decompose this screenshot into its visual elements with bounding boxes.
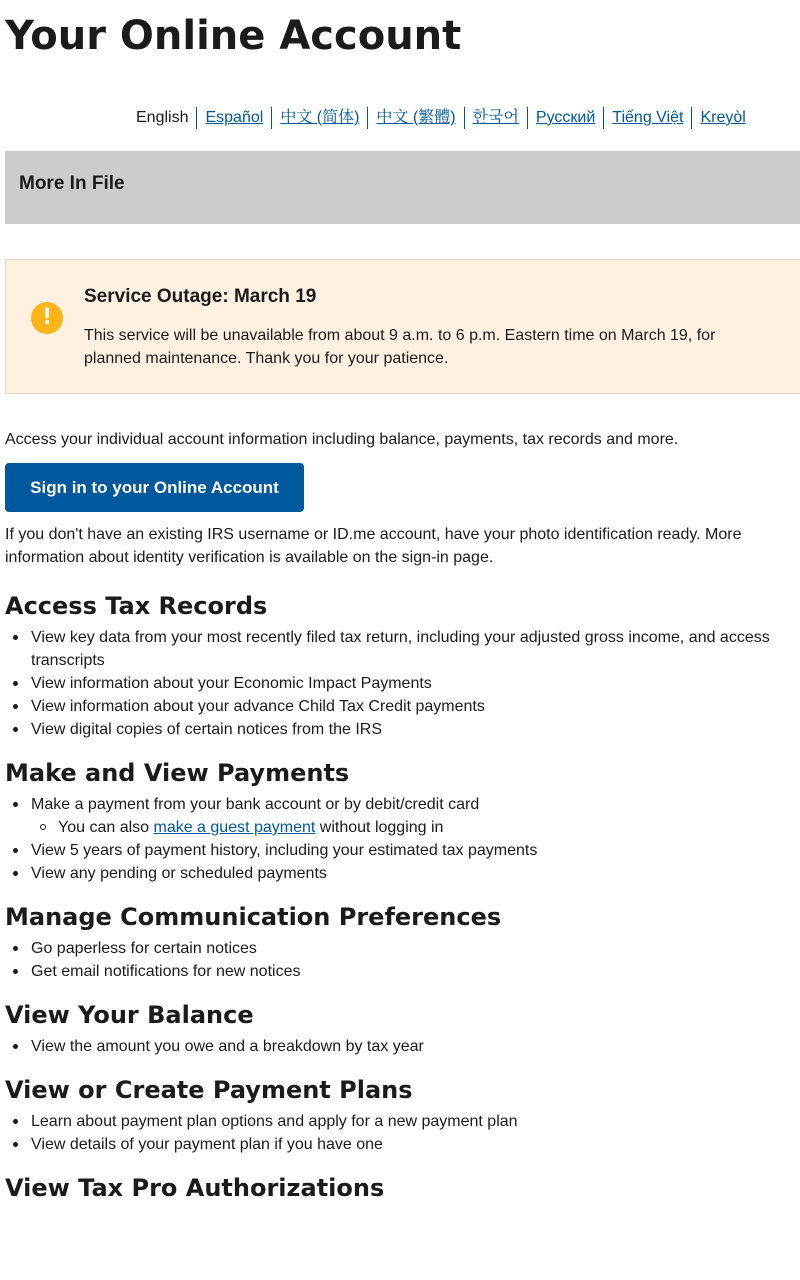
service-outage-alert bbox=[5, 259, 800, 394]
lang-chinese-simplified-link[interactable]: 中文 (简体) bbox=[280, 109, 360, 126]
sub-item-text-before: You can also bbox=[58, 819, 154, 836]
section-title: Make and View Payments bbox=[5, 759, 350, 787]
section-title: Manage Communication Preferences bbox=[5, 903, 502, 931]
section-title: View or Create Payment Plans bbox=[5, 1076, 413, 1104]
sub-list-item bbox=[58, 816, 800, 839]
feature-list bbox=[5, 1035, 800, 1058]
list-item: View information about your advance Child Tax Credit payments bbox=[31, 695, 800, 718]
feature-list bbox=[5, 626, 800, 741]
sub-item-text-after: without logging in bbox=[315, 819, 444, 836]
id-verification-note: If you don't have an existing IRS username or ID.me account, have your photo identification ready. More information about identity verification is available on the sign-in page. bbox=[5, 526, 742, 566]
sign-in-button[interactable]: Sign in to your Online Account bbox=[5, 463, 304, 512]
alert-text: This service will be unavailable from about 9 a.m. to 6 p.m. Eastern time on March 19, for planned maintenance. Thank you for your patience. bbox=[84, 327, 716, 367]
feature-sections bbox=[5, 588, 800, 1206]
language-selector bbox=[136, 106, 754, 130]
feature-list bbox=[5, 793, 800, 885]
page-title: Your Online Account bbox=[5, 13, 462, 59]
section-access-tax-records bbox=[5, 588, 800, 741]
list-item: View details of your payment plan if you have one bbox=[31, 1133, 800, 1156]
sub-list bbox=[31, 816, 800, 839]
section-title: View Tax Pro Authorizations bbox=[5, 1174, 385, 1202]
lang-russian-link[interactable]: Русский bbox=[535, 109, 596, 126]
lang-espanol-link[interactable]: Español bbox=[205, 109, 264, 126]
lang-vietnamese-link[interactable]: Tiếng Việt bbox=[612, 109, 684, 126]
more-in-file-label: More In File bbox=[19, 173, 125, 194]
exclamation-icon: ! bbox=[31, 302, 63, 334]
list-item: Get email notifications for new notices bbox=[31, 960, 800, 983]
list-item: Go paperless for certain notices bbox=[31, 937, 800, 960]
section-view-balance bbox=[5, 997, 800, 1058]
list-item: View information about your Economic Impact Payments bbox=[31, 672, 800, 695]
list-item: View the amount you owe and a breakdown by tax year bbox=[31, 1035, 800, 1058]
feature-list bbox=[5, 1110, 800, 1156]
section-title: Access Tax Records bbox=[5, 592, 268, 620]
list-item: View 5 years of payment history, including your estimated tax payments bbox=[31, 839, 800, 862]
list-item bbox=[31, 793, 800, 839]
intro-text: Access your individual account information including balance, payments, tax records and more. bbox=[5, 431, 679, 448]
feature-list bbox=[5, 937, 800, 983]
more-in-file-menu[interactable] bbox=[5, 151, 800, 224]
list-item: View key data from your most recently filed tax return, including your adjusted gross income, and access transcripts bbox=[31, 626, 800, 672]
section-tax-pro-authorizations bbox=[5, 1170, 800, 1206]
guest-payment-link[interactable]: make a guest payment bbox=[153, 819, 316, 836]
lang-kreyol-link[interactable]: Kreyòl bbox=[700, 109, 746, 126]
list-item: View any pending or scheduled payments bbox=[31, 862, 800, 885]
lang-english: English bbox=[136, 109, 189, 126]
list-item-text: Make a payment from your bank account or by debit/credit card bbox=[31, 796, 480, 813]
list-item: Learn about payment plan options and apply for a new payment plan bbox=[31, 1110, 800, 1133]
list-item: View digital copies of certain notices from the IRS bbox=[31, 718, 800, 741]
alert-title: Service Outage: March 19 bbox=[84, 286, 317, 307]
section-communication-preferences bbox=[5, 899, 800, 983]
section-payment-plans bbox=[5, 1072, 800, 1156]
section-title: View Your Balance bbox=[5, 1001, 254, 1029]
section-make-view-payments bbox=[5, 755, 800, 885]
lang-chinese-traditional-link[interactable]: 中文 (繁體) bbox=[376, 109, 456, 126]
lang-korean-link[interactable]: 한국어 bbox=[472, 109, 519, 126]
